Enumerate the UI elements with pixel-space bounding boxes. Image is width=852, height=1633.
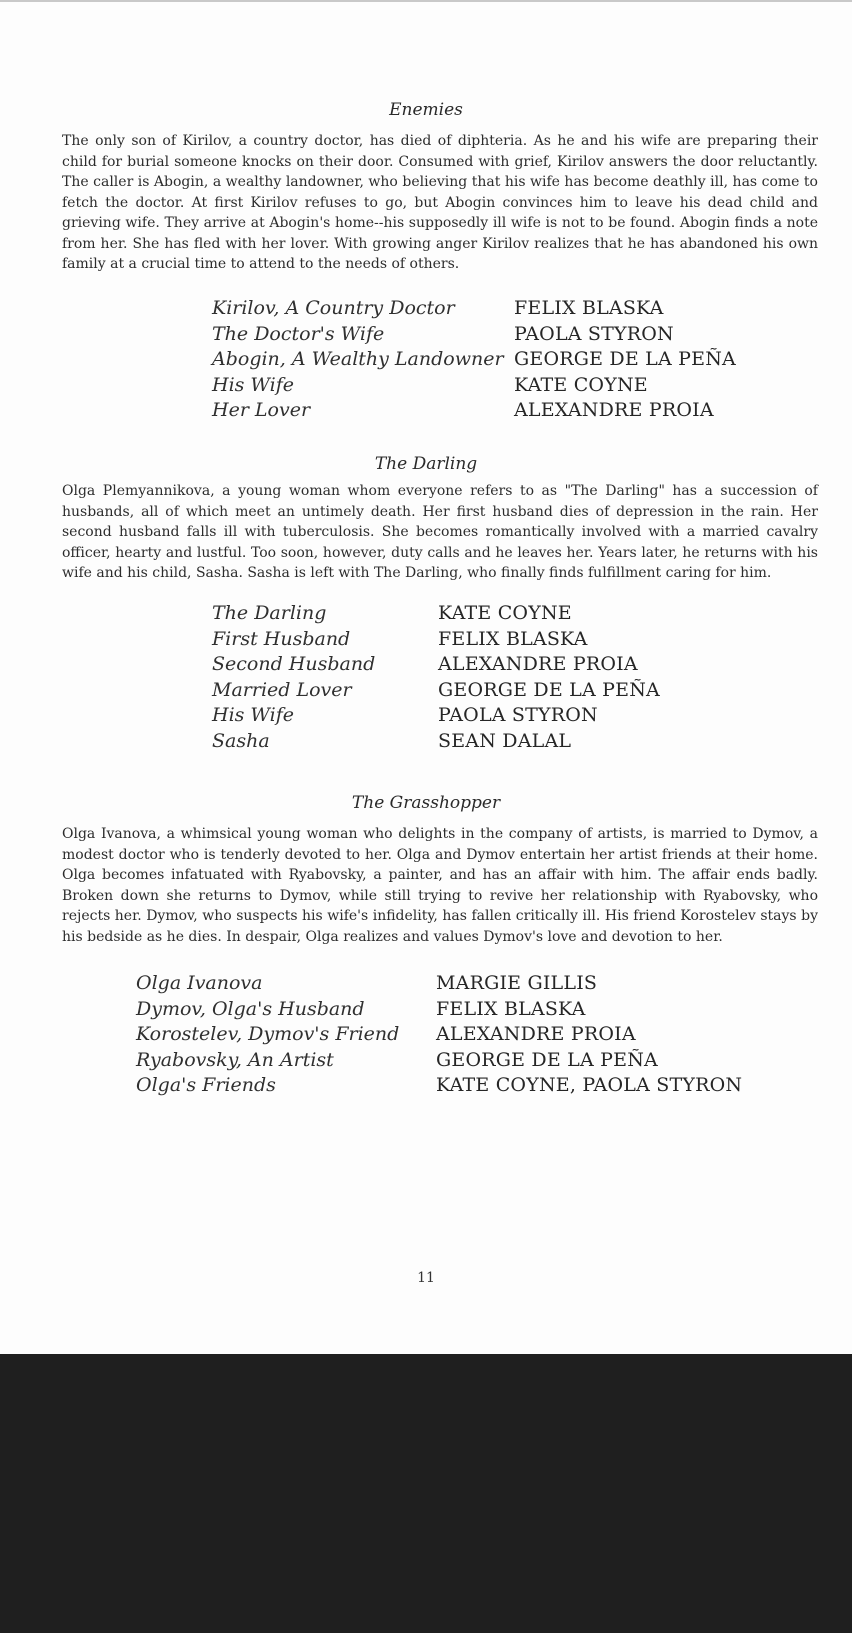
cast-role: Married Lover <box>212 678 352 701</box>
cast-actor: MARGIE GILLIS <box>436 972 598 994</box>
cast-actor: PAOLA STYRON <box>514 322 674 345</box>
section-title-enemies: Enemies <box>389 100 463 120</box>
cast-role: His Wife <box>212 373 294 396</box>
cast-actor: FELIX BLASKA <box>436 997 586 1020</box>
cast-actor: ALEXANDRE PROIA <box>514 399 714 421</box>
cast-actor: GEORGE DE LA PEÑA <box>514 348 736 370</box>
cast-role: His Wife <box>212 704 294 726</box>
cast-row <box>136 1073 742 1099</box>
cast-actor: PAOLA STYRON <box>438 704 598 726</box>
cast-actor: ALEXANDRE PROIA <box>438 653 638 675</box>
cast-role: Olga's Friends <box>136 1074 276 1096</box>
cast-actor: FELIX BLASKA <box>438 627 588 650</box>
cast-list-the-darling <box>212 601 660 754</box>
cast-row <box>212 601 660 627</box>
cast-row <box>212 678 660 704</box>
cast-role: First Husband <box>212 627 351 650</box>
cast-row <box>212 652 660 678</box>
page-number: 11 <box>417 1270 435 1286</box>
cast-row <box>212 729 660 755</box>
cast-actor: GEORGE DE LA PEÑA <box>436 1048 658 1071</box>
cast-row <box>212 398 736 424</box>
cast-role: Olga Ivanova <box>136 972 263 994</box>
cast-row <box>212 322 736 348</box>
cast-row <box>136 1048 742 1074</box>
cast-role: The Darling <box>212 602 327 624</box>
cast-row <box>136 997 742 1023</box>
section-title-the-darling: The Darling <box>374 454 478 474</box>
cast-role: Sasha <box>212 729 270 752</box>
cast-row <box>136 971 742 997</box>
cast-row <box>212 703 660 729</box>
cast-row <box>136 1022 742 1048</box>
cast-row <box>212 296 736 322</box>
cast-actor: ALEXANDRE PROIA <box>436 1023 636 1045</box>
cast-role: Second Husband <box>212 653 376 675</box>
cast-role: Ryabovsky, An Artist <box>136 1048 334 1071</box>
cast-list-enemies <box>212 296 736 424</box>
cast-role: Abogin, A Wealthy Landowner <box>212 348 504 370</box>
cast-row <box>212 347 736 373</box>
cast-role: Dymov, Olga's Husband <box>136 997 365 1020</box>
cast-actor: KATE COYNE <box>438 602 572 624</box>
synopsis-enemies: The only son of Kirilov, a country doctor, has died of diphteria. As he and his wife are preparing their child for burial someone knocks on their door. Consumed with grief, Kirilov answers the door reluctantly. The caller is Abogin, a wealthy landowner, who believing that his wife has become deathly ill, has come to fetch the doctor. At first Kirilov refuses to go, but Abogin convinces him to leave his dead child and grieving wife. They arrive at Abogin's home--his supposedly ill wife is not to be found. Abogin finds a note from her. She has fled with her lover. With growing anger Kirilov realizes that he has abandoned his own family at a crucial time to attend to the needs of others. <box>62 133 818 272</box>
cast-actor: FELIX BLASKA <box>514 297 664 319</box>
section-title-the-grasshopper: The Grasshopper <box>351 793 501 813</box>
cast-actor: KATE COYNE, PAOLA STYRON <box>436 1074 743 1096</box>
synopsis-the-darling: Olga Plemyannikova, a young woman whom everyone refers to as "The Darling" has a succession of husbands, all of which meet an untimely death. Her first husband dies of depression in the rain. Her second husband falls ill with tuberculosis. She becomes romantically involved with a married cavalry officer, hearty and lustful. Too soon, however, duty calls and he leaves her. Years later, he returns with his wife and his child, Sasha. Sasha is left with The Darling, who finally finds fulfillment caring for him. <box>62 483 818 581</box>
cast-list-the-grasshopper <box>136 971 742 1099</box>
cast-row <box>212 373 736 399</box>
cast-row <box>212 627 660 653</box>
synopsis-the-grasshopper: Olga Ivanova, a whimsical young woman who delights in the company of artists, is married to Dymov, a modest doctor who is tenderly devoted to her. Olga and Dymov entertain her artist friends at their home. Olga becomes infatuated with Ryabovsky, a painter, and has an affair with him. The affair ends badly. Broken down she returns to Dymov, while still trying to revive her relationship with Ryabovsky, who rejects her. Dymov, who suspects his wife's infidelity, has fallen critically ill. His friend Korostelev stays by his bedside as he dies. In despair, Olga realizes and values Dymov's love and devotion to her. <box>62 826 818 945</box>
cast-actor: SEAN DALAL <box>438 729 572 752</box>
cast-role: Her Lover <box>212 399 311 421</box>
dark-background <box>0 1354 852 1633</box>
cast-role: Korostelev, Dymov's Friend <box>136 1023 400 1045</box>
cast-role: The Doctor's Wife <box>212 322 385 345</box>
cast-actor: KATE COYNE <box>514 373 648 396</box>
cast-actor: GEORGE DE LA PEÑA <box>438 678 660 701</box>
cast-role: Kirilov, A Country Doctor <box>212 297 455 319</box>
